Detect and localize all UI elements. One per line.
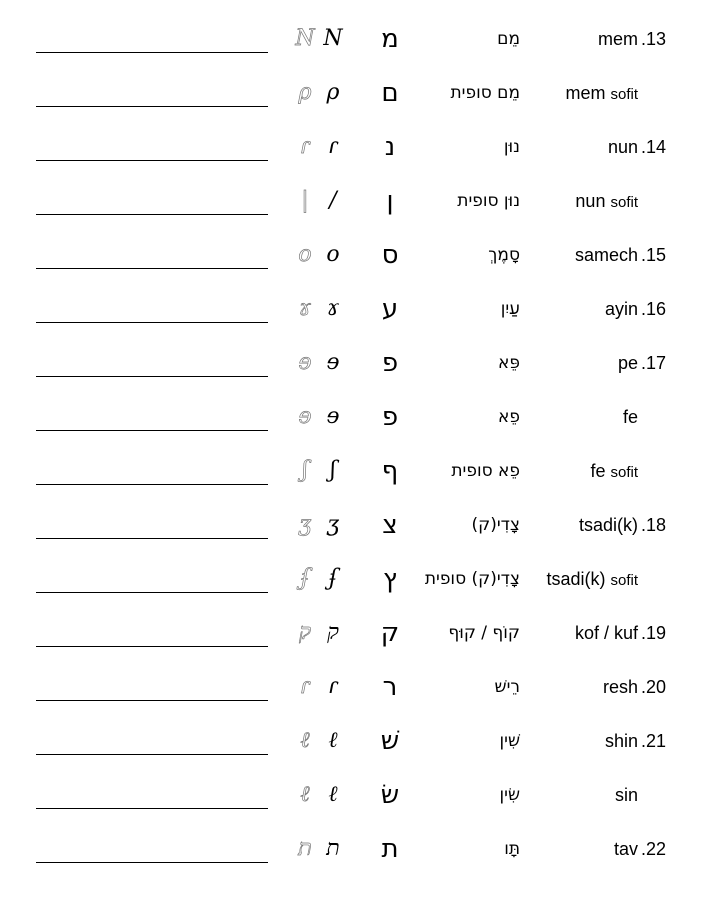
letter-row <box>0 502 704 556</box>
hebrew-name: צָדִי(ק) סופית <box>424 569 520 589</box>
script-letter: 𝑁 <box>323 26 343 51</box>
practice-line[interactable] <box>36 160 268 161</box>
english-name-text: fe <box>590 461 606 481</box>
english-name-text: nun <box>607 137 638 157</box>
hebrew-name: מֵם סופית <box>450 83 520 103</box>
practice-line[interactable] <box>36 322 268 323</box>
script-letter: ℓ <box>328 782 338 807</box>
english-name <box>526 135 638 159</box>
letter-row <box>0 178 704 232</box>
hebrew-name: שִׂין <box>499 785 520 805</box>
traced-letter: | <box>301 188 309 213</box>
print-letter: ע <box>381 294 399 324</box>
letter-number: .14 <box>641 137 667 157</box>
print-letter: ם <box>381 78 399 108</box>
traced-letter: ɤ <box>298 296 312 321</box>
script-letter: ʃ <box>330 458 336 483</box>
traced-letter: N <box>295 26 315 51</box>
english-name <box>526 405 638 429</box>
traced-letter: o <box>298 242 312 267</box>
traced-letter: ʃ <box>302 458 308 483</box>
hebrew-name: סָמֶךְ <box>488 245 520 265</box>
english-name <box>526 189 638 215</box>
letter-number: .17 <box>641 353 667 373</box>
script-letter: ʒ <box>326 512 340 537</box>
traced-letter: ɾ <box>300 134 310 159</box>
print-letter: ר <box>382 672 398 702</box>
letter-row <box>0 664 704 718</box>
practice-line[interactable] <box>36 700 268 701</box>
print-letter: צ <box>382 510 398 540</box>
script-letter: o <box>326 242 340 267</box>
english-name-text: tsadi(k) <box>578 515 638 535</box>
print-letter: ס <box>381 240 399 270</box>
print-letter: ן <box>386 186 394 216</box>
english-name <box>526 837 638 861</box>
practice-line[interactable] <box>36 214 268 215</box>
english-name <box>526 27 638 51</box>
english-name-text: samech <box>574 245 638 265</box>
sofit-label: sofit <box>610 572 638 589</box>
english-name <box>526 567 638 593</box>
english-name-text: kof / kuf <box>574 623 638 643</box>
english-name-text: mem <box>565 83 606 103</box>
practice-line[interactable] <box>36 376 268 377</box>
letter-number: .21 <box>641 731 667 751</box>
english-name-text: fe <box>622 407 638 427</box>
script-letter: ɾ <box>328 134 338 159</box>
script-letter: / <box>329 188 337 213</box>
print-letter: פ <box>381 402 399 432</box>
english-name <box>526 729 638 753</box>
letter-row <box>0 232 704 286</box>
english-name-text: pe <box>617 353 638 373</box>
letter-row <box>0 556 704 610</box>
traced-letter: ɾ <box>300 674 310 699</box>
letter-row <box>0 394 704 448</box>
letter-number: .18 <box>641 515 667 535</box>
print-letter: מ <box>381 24 399 54</box>
sofit-label: sofit <box>610 86 638 103</box>
letter-row <box>0 340 704 394</box>
letter-row <box>0 826 704 880</box>
english-name-text: tav <box>613 839 638 859</box>
practice-line[interactable] <box>36 430 268 431</box>
letter-number: .19 <box>641 623 667 643</box>
print-letter: שׂ <box>380 780 400 810</box>
print-letter: ף <box>381 456 399 486</box>
english-name <box>526 243 638 267</box>
letter-row <box>0 610 704 664</box>
english-name <box>526 297 638 321</box>
practice-line[interactable] <box>36 754 268 755</box>
print-letter: ק <box>380 618 400 648</box>
practice-line[interactable] <box>36 106 268 107</box>
letter-row <box>0 772 704 826</box>
practice-line[interactable] <box>36 268 268 269</box>
english-name <box>526 675 638 699</box>
script-letter: ɘ <box>326 404 340 429</box>
script-letter: ρ <box>326 80 340 105</box>
traced-letter: ʄ <box>300 566 310 591</box>
english-name-text: shin <box>604 731 638 751</box>
script-letter: ɘ <box>326 350 340 375</box>
letter-row <box>0 286 704 340</box>
print-letter: פ <box>381 348 399 378</box>
hebrew-name: תָּו <box>504 839 520 859</box>
hebrew-name: נוּן סופית <box>457 191 520 211</box>
english-name-text: resh <box>602 677 638 697</box>
english-name-text: sin <box>614 785 638 805</box>
practice-line[interactable] <box>36 646 268 647</box>
letter-number: .20 <box>641 677 667 697</box>
script-letter: ɾ <box>328 674 338 699</box>
traced-letter: ק <box>299 620 311 645</box>
letter-row <box>0 70 704 124</box>
sofit-label: sofit <box>610 464 638 481</box>
script-letter: ℓ <box>328 728 338 753</box>
print-letter: שׁ <box>380 726 400 756</box>
letter-number: .15 <box>641 245 667 265</box>
english-name <box>526 783 638 807</box>
practice-line[interactable] <box>36 538 268 539</box>
practice-line[interactable] <box>36 52 268 53</box>
letter-row <box>0 16 704 70</box>
print-letter: ת <box>381 834 399 864</box>
english-name-text: tsadi(k) <box>546 569 606 589</box>
english-name-text: nun <box>575 191 606 211</box>
english-name <box>526 351 638 375</box>
practice-line[interactable] <box>36 862 268 863</box>
english-name-text: mem <box>598 29 638 49</box>
script-letter: ɤ <box>326 296 340 321</box>
traced-letter: ɘ <box>298 350 312 375</box>
hebrew-name: קוֹף / קוּף <box>448 623 520 643</box>
hebrew-name: צָדִי(ק) <box>471 515 520 535</box>
english-name <box>526 459 638 485</box>
print-letter: נ <box>384 132 396 162</box>
english-name <box>526 621 638 645</box>
hebrew-name: מֵם <box>497 29 520 49</box>
traced-letter: ת <box>298 836 312 861</box>
hebrew-name: רֵישׁ <box>494 677 520 697</box>
letter-number: .22 <box>641 839 667 859</box>
traced-letter: ρ <box>298 80 312 105</box>
sofit-label: sofit <box>610 194 638 211</box>
traced-letter: ɘ <box>298 404 312 429</box>
traced-letter: ℓ <box>300 782 310 807</box>
hebrew-name: עַיִן <box>500 299 520 319</box>
english-name <box>526 81 638 107</box>
letter-row <box>0 124 704 178</box>
hebrew-name: נוּן <box>503 137 520 157</box>
script-letter: ק <box>327 620 339 645</box>
hebrew-name: פֵא <box>498 407 520 427</box>
practice-line[interactable] <box>36 592 268 593</box>
english-name-text: ayin <box>604 299 638 319</box>
hebrew-name: שִׁין <box>499 731 520 751</box>
hebrew-name: פֵא סופית <box>451 461 520 481</box>
practice-line[interactable] <box>36 484 268 485</box>
letter-row <box>0 718 704 772</box>
letter-number: .13 <box>641 29 667 49</box>
traced-letter: ℓ <box>300 728 310 753</box>
traced-letter: ʒ <box>298 512 312 537</box>
letter-row <box>0 448 704 502</box>
letter-number: .16 <box>641 299 667 319</box>
script-letter: ת <box>326 836 340 861</box>
practice-line[interactable] <box>36 808 268 809</box>
english-name <box>526 513 638 537</box>
print-letter: ץ <box>382 564 398 594</box>
script-letter: ʄ <box>328 566 338 591</box>
hebrew-name: פֵּא <box>498 353 520 373</box>
